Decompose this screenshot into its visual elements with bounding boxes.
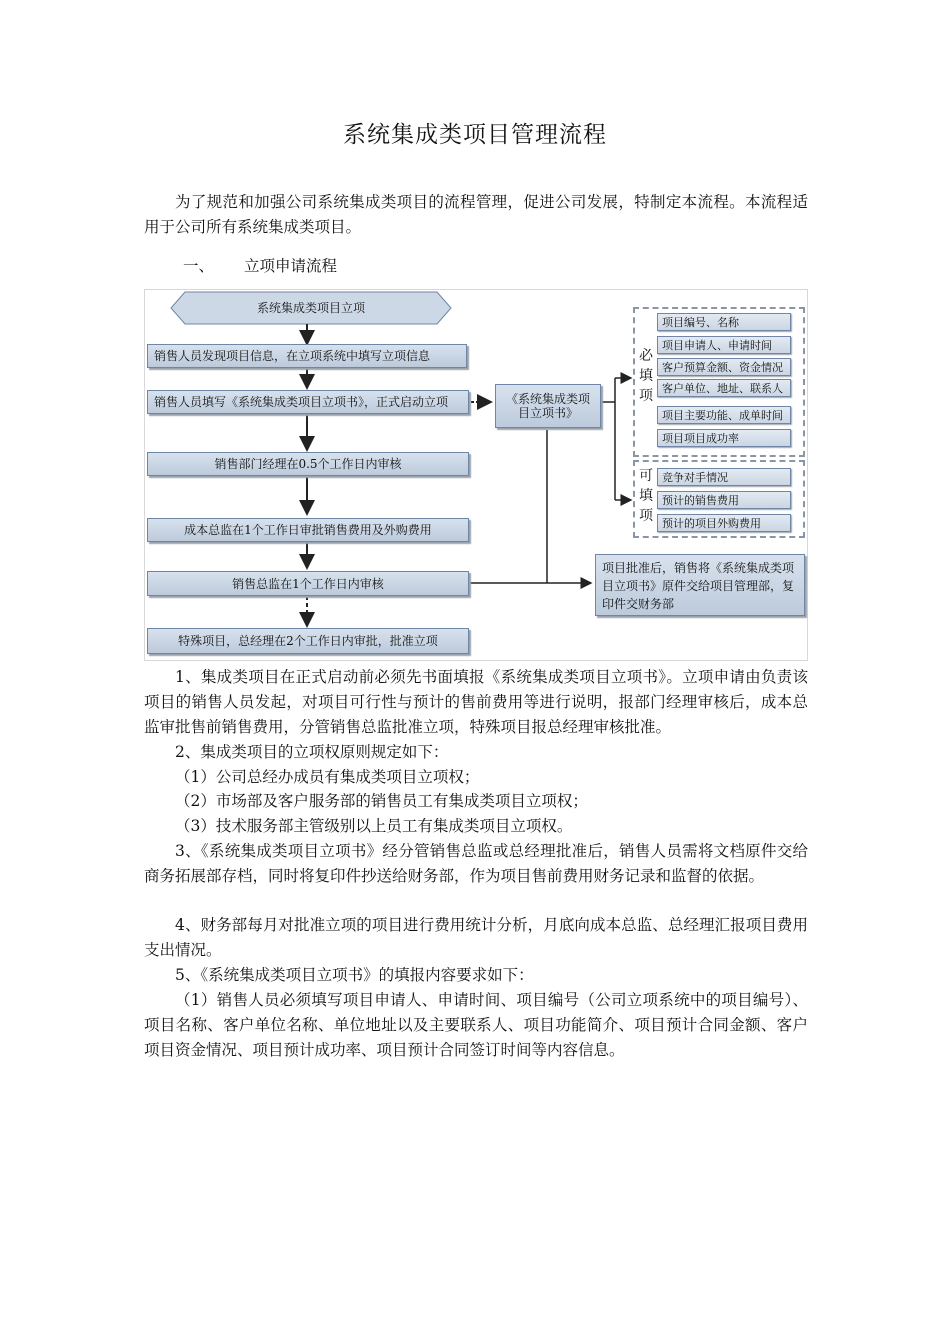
required-item: 项目申请人、申请时间: [657, 336, 791, 354]
intro-paragraph: 为了规范和加强公司系统集成类项目的流程管理，促进公司发展，特制定本流程。本流程适用于公司所有系统集成类项目。: [144, 193, 808, 236]
paragraph-8: 5、《系统集成类项目立项书》的填报内容要求如下：: [175, 966, 534, 984]
flow-step-2: 销售人员填写《系统集成类项目立项书》，正式启动立项: [147, 390, 469, 414]
flow-handover: 项目批准后，销售将《系统集成类项目立项书》原件交给项目管理部，复印件交财务部: [595, 554, 805, 616]
paragraph-6: 3、《系统集成类项目立项书》经分管销售总监或总经理批准后，销售人员需将文档原件交给商务拓展部存档，同时将复印件抄送给财务部，作为项目售前费用财务记录和监督的依据。: [144, 842, 808, 885]
optional-item: 预计的项目外购费用: [657, 514, 791, 532]
flow-step-6: 特殊项目，总经理在2个工作日内审批，批准立项: [147, 628, 469, 654]
flow-step-3: 销售部门经理在0.5个工作日内审核: [147, 452, 469, 476]
paragraph-7: 4、财务部每月对批准立项的项目进行费用统计分析，月底向成本总监、总经理汇报项目费用支出情况。: [144, 916, 808, 959]
paragraph-9: （1）销售人员必须填写项目申请人、申请时间、项目编号（公司立项系统中的项目编号）、项目名称、客户单位名称、单位地址以及主要联系人、项目功能简介、项目预计合同金额、客户项目资金情况、项目预计成功率、项目预计合同签订时间等内容信息。: [144, 991, 808, 1059]
paragraph-2: 2、集成类项目的立项权原则规定如下：: [175, 743, 449, 761]
required-item: 客户单位、地址、联系人: [657, 379, 791, 397]
required-item: 项目编号、名称: [657, 313, 791, 331]
flow-document: 《系统集成类项目立项书》: [495, 384, 601, 428]
flow-step-4: 成本总监在1个工作日审批销售费用及外购费用: [147, 518, 469, 542]
flowchart: [144, 289, 808, 661]
page-title: 系统集成类项目管理流程: [343, 122, 607, 148]
optional-label: 可填项: [639, 468, 653, 524]
section-number: 一、: [183, 257, 215, 275]
paragraph-5: （3）技术服务部主管级别以上员工有集成类项目立项权。: [175, 817, 573, 835]
paragraph-3: （1）公司总经办成员有集成类项目立项权；: [175, 768, 480, 786]
required-label: 必填项: [639, 348, 653, 404]
flow-start: 系统集成类项目立项: [256, 301, 365, 315]
required-item: 项目项目成功率: [657, 429, 791, 447]
paragraph-4: （2）市场部及客户服务部的销售员工有集成类项目立项权；: [175, 792, 588, 810]
required-item: 客户预算金额、资金情况: [657, 358, 791, 376]
paragraph-1: 1、集成类项目在正式启动前必须先书面填报《系统集成类项目立项书》。立项申请由负责该项目的销售人员发起，对项目可行性与预计的售前费用等进行说明，报部门经理审核后，成本总监审批售前销售费用，分管销售总监批准立项，特殊项目报总经理审核批准。: [144, 668, 808, 736]
section-heading: [183, 254, 337, 276]
required-item: 项目主要功能、成单时间: [657, 406, 791, 424]
flow-step-1: 销售人员发现项目信息，在立项系统中填写立项信息: [147, 344, 467, 368]
flow-step-5: 销售总监在1个工作日内审核: [147, 571, 469, 596]
optional-item: 竞争对手情况: [657, 468, 791, 486]
section-title: 立项申请流程: [244, 257, 338, 275]
optional-item: 预计的销售费用: [657, 491, 791, 509]
